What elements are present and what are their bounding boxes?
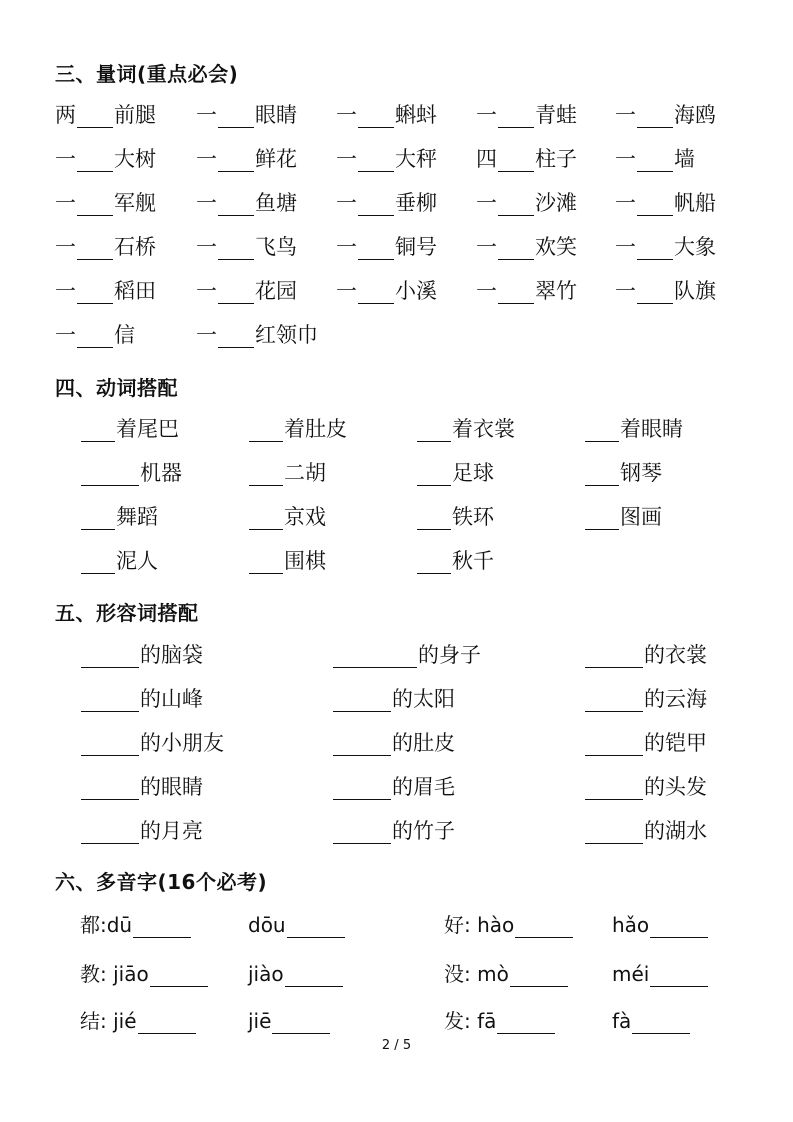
measure-prefix: 一 xyxy=(476,191,497,215)
verb-object: 铁环 xyxy=(452,505,494,529)
pinyin-reading: jiào xyxy=(248,962,284,986)
adjective-item xyxy=(332,636,481,668)
measure-prefix: 一 xyxy=(196,323,217,347)
verb-item xyxy=(248,454,326,486)
answer-blank[interactable] xyxy=(417,419,451,442)
measure-prefix: 一 xyxy=(196,235,217,259)
measure-item xyxy=(196,272,297,304)
measure-prefix: 一 xyxy=(336,279,357,303)
adjective-item xyxy=(332,680,455,712)
measure-item xyxy=(196,316,318,348)
measure-item xyxy=(336,96,437,128)
answer-blank[interactable] xyxy=(637,281,673,304)
measure-item xyxy=(336,272,437,304)
adjective-noun: 的脑袋 xyxy=(140,643,203,667)
measure-noun: 队旗 xyxy=(674,279,716,303)
verb-item xyxy=(80,542,158,574)
measure-prefix: 一 xyxy=(336,147,357,171)
measure-item xyxy=(196,140,297,172)
answer-blank[interactable] xyxy=(77,105,113,128)
measure-item xyxy=(55,228,156,260)
answer-blank[interactable] xyxy=(81,551,115,574)
verb-object: 着眼睛 xyxy=(620,417,683,441)
measure-noun: 欢笑 xyxy=(535,235,577,259)
adjective-noun: 的铠甲 xyxy=(644,731,707,755)
answer-blank[interactable] xyxy=(358,149,394,172)
measure-item xyxy=(55,272,156,304)
verb-object: 着肚皮 xyxy=(284,417,347,441)
answer-blank[interactable] xyxy=(585,463,619,486)
pinyin-reading: 发: fā xyxy=(444,1009,497,1033)
answer-blank[interactable] xyxy=(272,1011,330,1034)
polyphone-item xyxy=(248,955,344,987)
measure-row xyxy=(0,316,793,348)
measure-prefix: 一 xyxy=(196,147,217,171)
answer-blank[interactable] xyxy=(81,507,115,530)
adjective-noun: 的湖水 xyxy=(644,819,707,843)
answer-blank[interactable] xyxy=(498,105,534,128)
answer-blank[interactable] xyxy=(417,463,451,486)
measure-noun: 红领巾 xyxy=(255,323,318,347)
measure-row xyxy=(0,272,793,304)
verb-object: 泥人 xyxy=(116,549,158,573)
adjective-noun: 的山峰 xyxy=(140,687,203,711)
measure-item xyxy=(336,184,437,216)
measure-noun: 信 xyxy=(114,323,135,347)
answer-blank[interactable] xyxy=(650,964,708,987)
answer-blank[interactable] xyxy=(81,777,139,800)
answer-blank[interactable] xyxy=(637,105,673,128)
measure-prefix: 一 xyxy=(55,191,76,215)
measure-noun: 稻田 xyxy=(114,279,156,303)
polyphone-item xyxy=(612,1002,691,1034)
adjective-noun: 的肚皮 xyxy=(392,731,455,755)
measure-item xyxy=(476,184,577,216)
answer-blank[interactable] xyxy=(249,507,283,530)
verb-item xyxy=(80,454,182,486)
verb-object: 着尾巴 xyxy=(116,417,179,441)
answer-blank[interactable] xyxy=(358,193,394,216)
measure-prefix: 一 xyxy=(476,279,497,303)
answer-blank[interactable] xyxy=(585,419,619,442)
measure-row xyxy=(0,228,793,260)
polyphone-item xyxy=(444,955,569,987)
verb-object: 足球 xyxy=(452,461,494,485)
measure-prefix: 一 xyxy=(615,279,636,303)
adjective-item xyxy=(584,812,707,844)
answer-blank[interactable] xyxy=(285,964,343,987)
verb-item xyxy=(416,498,494,530)
answer-blank[interactable] xyxy=(81,645,139,668)
polyphone-row xyxy=(0,1002,793,1034)
adjective-noun: 的眉毛 xyxy=(392,775,455,799)
answer-blank[interactable] xyxy=(81,463,139,486)
adjective-item xyxy=(80,724,224,756)
answer-blank[interactable] xyxy=(333,821,391,844)
measure-prefix: 一 xyxy=(336,103,357,127)
measure-item xyxy=(196,228,297,260)
verb-object: 图画 xyxy=(620,505,662,529)
verb-row xyxy=(0,454,793,486)
adjective-noun: 的云海 xyxy=(644,687,707,711)
pinyin-reading: 都:dū xyxy=(80,913,133,937)
answer-blank[interactable] xyxy=(333,645,417,668)
measure-noun: 大秤 xyxy=(395,147,437,171)
answer-blank[interactable] xyxy=(249,551,283,574)
measure-prefix: 一 xyxy=(336,191,357,215)
measure-prefix: 一 xyxy=(55,323,76,347)
answer-blank[interactable] xyxy=(417,551,451,574)
verb-row xyxy=(0,498,793,530)
polyphone-item xyxy=(80,1002,197,1034)
measure-item xyxy=(615,228,716,260)
answer-blank[interactable] xyxy=(218,105,254,128)
polyphone-item xyxy=(248,906,346,938)
measure-item xyxy=(55,184,156,216)
adjective-row xyxy=(0,636,793,668)
answer-blank[interactable] xyxy=(585,733,643,756)
pinyin-reading: hǎo xyxy=(612,913,650,937)
answer-blank[interactable] xyxy=(498,149,534,172)
measure-prefix: 一 xyxy=(336,235,357,259)
measure-prefix: 一 xyxy=(196,103,217,127)
measure-row xyxy=(0,184,793,216)
answer-blank[interactable] xyxy=(249,419,283,442)
verb-item xyxy=(416,410,515,442)
section-title-verb-pairing: 四、动词搭配 xyxy=(55,376,178,400)
polyphone-row xyxy=(0,955,793,987)
answer-blank[interactable] xyxy=(417,507,451,530)
measure-item xyxy=(55,140,156,172)
verb-item xyxy=(248,542,326,574)
verb-item xyxy=(584,454,662,486)
answer-blank[interactable] xyxy=(249,463,283,486)
answer-blank[interactable] xyxy=(81,733,139,756)
polyphone-item xyxy=(444,906,574,938)
adjective-item xyxy=(80,768,203,800)
verb-item xyxy=(80,498,158,530)
answer-blank[interactable] xyxy=(77,237,113,260)
measure-item xyxy=(615,272,716,304)
section-title-polyphones: 六、多音字(16个必考) xyxy=(55,870,268,894)
adjective-item xyxy=(584,636,707,668)
answer-blank[interactable] xyxy=(637,149,673,172)
answer-blank[interactable] xyxy=(218,193,254,216)
measure-noun: 柱子 xyxy=(535,147,577,171)
adjective-row xyxy=(0,680,793,712)
measure-item xyxy=(476,272,577,304)
adjective-item xyxy=(584,724,707,756)
measure-item xyxy=(615,184,716,216)
measure-noun: 翠竹 xyxy=(535,279,577,303)
adjective-noun: 的小朋友 xyxy=(140,731,224,755)
measure-noun: 帆船 xyxy=(674,191,716,215)
measure-prefix: 两 xyxy=(55,103,76,127)
measure-row xyxy=(0,96,793,128)
answer-blank[interactable] xyxy=(637,193,673,216)
page-number: 2 / 5 xyxy=(381,1038,412,1053)
section-title-adjective-pairing: 五、形容词搭配 xyxy=(55,601,199,625)
adjective-item xyxy=(80,812,203,844)
adjective-noun: 的衣裳 xyxy=(644,643,707,667)
answer-blank[interactable] xyxy=(637,237,673,260)
verb-row xyxy=(0,542,793,574)
adjective-item xyxy=(332,724,455,756)
answer-blank[interactable] xyxy=(510,964,568,987)
adjective-noun: 的太阳 xyxy=(392,687,455,711)
answer-blank[interactable] xyxy=(497,1011,555,1034)
measure-prefix: 一 xyxy=(476,103,497,127)
adjective-row xyxy=(0,812,793,844)
answer-blank[interactable] xyxy=(77,325,113,348)
answer-blank[interactable] xyxy=(81,419,115,442)
answer-blank[interactable] xyxy=(632,1011,690,1034)
adjective-row xyxy=(0,768,793,800)
measure-noun: 飞鸟 xyxy=(255,235,297,259)
measure-item xyxy=(55,96,156,128)
measure-prefix: 一 xyxy=(615,103,636,127)
polyphone-item xyxy=(444,1002,556,1034)
measure-noun: 鲜花 xyxy=(255,147,297,171)
measure-item xyxy=(476,228,577,260)
measure-prefix: 一 xyxy=(196,191,217,215)
pinyin-reading: 结: jié xyxy=(80,1009,137,1033)
polyphone-item xyxy=(612,955,709,987)
verb-item xyxy=(416,542,494,574)
verb-row xyxy=(0,410,793,442)
measure-noun: 垂柳 xyxy=(395,191,437,215)
answer-blank[interactable] xyxy=(498,237,534,260)
measure-item xyxy=(55,316,135,348)
verb-object: 舞蹈 xyxy=(116,505,158,529)
verb-object: 围棋 xyxy=(284,549,326,573)
adjective-item xyxy=(332,812,455,844)
measure-noun: 大树 xyxy=(114,147,156,171)
answer-blank[interactable] xyxy=(287,915,345,938)
answer-blank[interactable] xyxy=(498,193,534,216)
answer-blank[interactable] xyxy=(358,281,394,304)
adjective-item xyxy=(80,636,203,668)
polyphone-item xyxy=(80,955,209,987)
answer-blank[interactable] xyxy=(138,1011,196,1034)
verb-object: 京戏 xyxy=(284,505,326,529)
adjective-noun: 的竹子 xyxy=(392,819,455,843)
adjective-noun: 的月亮 xyxy=(140,819,203,843)
answer-blank[interactable] xyxy=(585,689,643,712)
verb-item xyxy=(416,454,494,486)
verb-item xyxy=(248,410,347,442)
measure-noun: 石桥 xyxy=(114,235,156,259)
adjective-noun: 的头发 xyxy=(644,775,707,799)
answer-blank[interactable] xyxy=(333,777,391,800)
answer-blank[interactable] xyxy=(358,105,394,128)
measure-noun: 鱼塘 xyxy=(255,191,297,215)
measure-noun: 青蛙 xyxy=(535,103,577,127)
verb-object: 二胡 xyxy=(284,461,326,485)
answer-blank[interactable] xyxy=(218,325,254,348)
measure-prefix: 一 xyxy=(476,235,497,259)
verb-item xyxy=(584,410,683,442)
measure-noun: 蝌蚪 xyxy=(395,103,437,127)
measure-noun: 沙滩 xyxy=(535,191,577,215)
measure-item xyxy=(615,96,716,128)
measure-prefix: 一 xyxy=(196,279,217,303)
answer-blank[interactable] xyxy=(150,964,208,987)
verb-item xyxy=(248,498,326,530)
pinyin-reading: 好: hào xyxy=(444,913,515,937)
answer-blank[interactable] xyxy=(498,281,534,304)
answer-blank[interactable] xyxy=(218,281,254,304)
measure-item xyxy=(336,228,437,260)
verb-object: 着衣裳 xyxy=(452,417,515,441)
section-title-measure-words: 三、量词(重点必会) xyxy=(55,62,239,86)
adjective-noun: 的眼睛 xyxy=(140,775,203,799)
measure-noun: 海鸥 xyxy=(674,103,716,127)
pinyin-reading: 教: jiāo xyxy=(80,962,149,986)
answer-blank[interactable] xyxy=(77,149,113,172)
adjective-item xyxy=(332,768,455,800)
adjective-noun: 的身子 xyxy=(418,643,481,667)
measure-item xyxy=(336,140,437,172)
adjective-item xyxy=(584,680,707,712)
measure-noun: 铜号 xyxy=(395,235,437,259)
verb-object: 机器 xyxy=(140,461,182,485)
pinyin-reading: fà xyxy=(612,1009,632,1033)
pinyin-reading: dōu xyxy=(248,913,286,937)
answer-blank[interactable] xyxy=(585,821,643,844)
answer-blank[interactable] xyxy=(515,915,573,938)
polyphone-item xyxy=(612,906,709,938)
answer-blank[interactable] xyxy=(333,733,391,756)
measure-item xyxy=(476,140,577,172)
measure-prefix: 一 xyxy=(55,147,76,171)
adjective-item xyxy=(80,680,203,712)
answer-blank[interactable] xyxy=(650,915,708,938)
answer-blank[interactable] xyxy=(333,689,391,712)
answer-blank[interactable] xyxy=(77,193,113,216)
measure-item xyxy=(196,96,297,128)
measure-prefix: 一 xyxy=(615,147,636,171)
answer-blank[interactable] xyxy=(133,915,191,938)
polyphone-row xyxy=(0,906,793,938)
answer-blank[interactable] xyxy=(585,645,643,668)
answer-blank[interactable] xyxy=(585,777,643,800)
pinyin-reading: 没: mò xyxy=(444,962,509,986)
measure-item xyxy=(196,184,297,216)
verb-item xyxy=(80,410,179,442)
answer-blank[interactable] xyxy=(585,507,619,530)
measure-noun: 小溪 xyxy=(395,279,437,303)
measure-noun: 前腿 xyxy=(114,103,156,127)
verb-item xyxy=(584,498,662,530)
polyphone-item xyxy=(80,906,192,938)
verb-object: 秋千 xyxy=(452,549,494,573)
measure-noun: 花园 xyxy=(255,279,297,303)
answer-blank[interactable] xyxy=(218,149,254,172)
measure-noun: 墙 xyxy=(674,147,695,171)
measure-prefix: 一 xyxy=(55,235,76,259)
measure-noun: 军舰 xyxy=(114,191,156,215)
measure-prefix: 一 xyxy=(615,191,636,215)
pinyin-reading: méi xyxy=(612,962,650,986)
adjective-item xyxy=(584,768,707,800)
answer-blank[interactable] xyxy=(81,689,139,712)
pinyin-reading: jiē xyxy=(248,1009,272,1033)
measure-noun: 大象 xyxy=(674,235,716,259)
measure-prefix: 四 xyxy=(476,147,497,171)
polyphone-item xyxy=(248,1002,331,1034)
measure-noun: 眼睛 xyxy=(255,103,297,127)
measure-item xyxy=(615,140,695,172)
measure-prefix: 一 xyxy=(615,235,636,259)
measure-prefix: 一 xyxy=(55,279,76,303)
answer-blank[interactable] xyxy=(77,281,113,304)
adjective-row xyxy=(0,724,793,756)
measure-item xyxy=(476,96,577,128)
answer-blank[interactable] xyxy=(358,237,394,260)
measure-row xyxy=(0,140,793,172)
answer-blank[interactable] xyxy=(218,237,254,260)
verb-object: 钢琴 xyxy=(620,461,662,485)
answer-blank[interactable] xyxy=(81,821,139,844)
